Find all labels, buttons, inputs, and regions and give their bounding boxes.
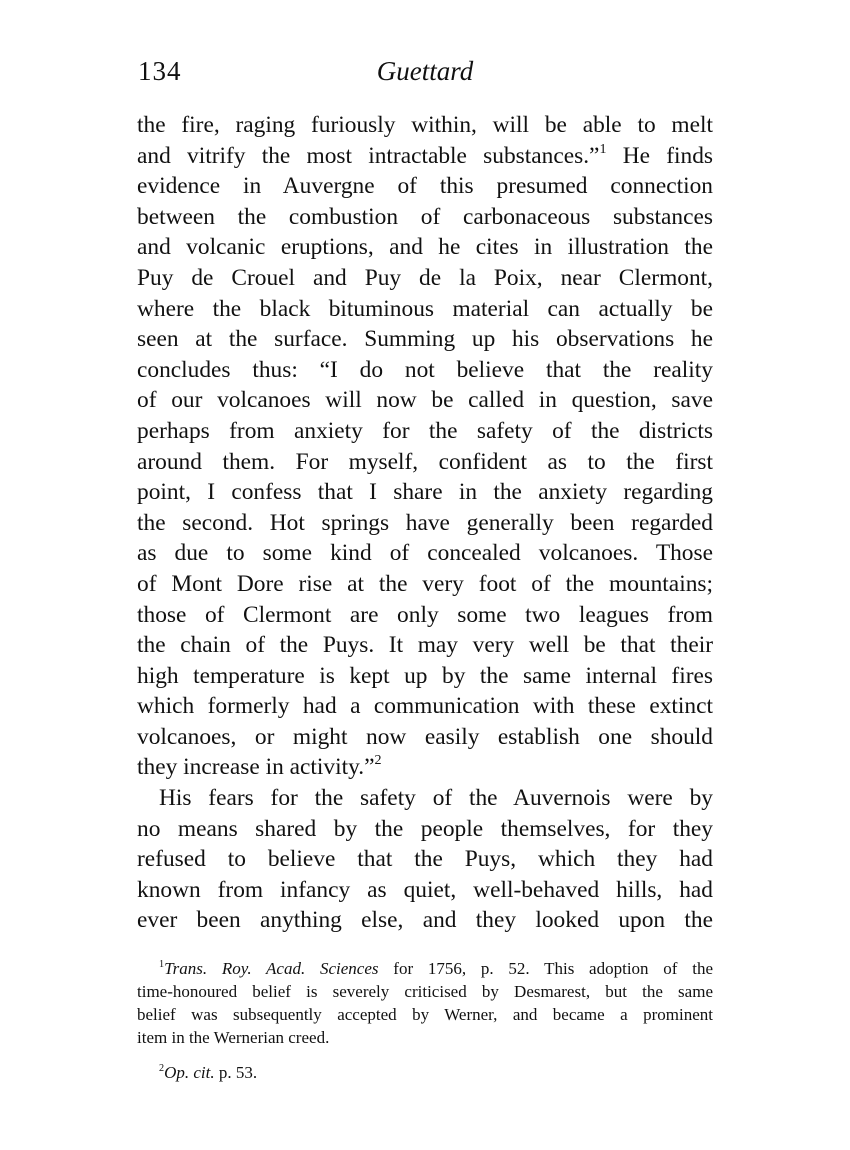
- text-line: Puy de Crouel and Puy de la Poix, near Clermont,: [137, 264, 713, 291]
- footnote-1: $^1$Trans. Roy. Acad. Sciences for 1756, p. 52. This adoption of the time-honoured belief is severely criticised by Desmarest, but the same belief was subsequently accepted by Werner, and became a prominent item in the Wernerian creed.: [137, 958, 714, 1047]
- footnote-ref: 2: [374, 752, 382, 769]
- text-line: ever been anything else, and they looked upon the: [137, 907, 713, 934]
- footnote-line: time-honoured belief is severely criticised by Desmarest, but the same: [137, 982, 713, 1001]
- text-line: evidence in Auvergne of this presumed connection: [137, 173, 713, 200]
- text-line: of Mont Dore rise at the very foot of the mountains;: [137, 570, 713, 597]
- footnote-mark: 2: [159, 1062, 165, 1074]
- text-line: refused to believe that the Puys, which they had: [137, 846, 713, 873]
- footnote-source: Trans. Roy. Acad. Sciences: [164, 959, 379, 978]
- footnote-mark: 1: [159, 958, 165, 970]
- page-number: 134: [138, 56, 182, 86]
- footnote-source: Op. cit.: [164, 1063, 215, 1082]
- text-line: of our volcanoes will now be called in question, save: [137, 387, 713, 414]
- footnotes: [137, 957, 713, 1084]
- text-line: between the combustion of carbonaceous substances: [137, 203, 713, 230]
- text-line: and vitrify the most intractable substances.”$^1$ He finds: [137, 140, 713, 169]
- text-line: those of Clermont are only some two leagues from: [137, 601, 713, 628]
- text-line: the second. Hot springs have generally been regarded: [137, 509, 713, 536]
- text-line: as due to some kind of concealed volcanoes. Those: [137, 540, 713, 567]
- text-line: around them. For myself, confident as to the first: [137, 448, 713, 475]
- text-line: seen at the surface. Summing up his observations he: [137, 326, 713, 353]
- text-line: no means shared by the people themselves, for they: [137, 815, 713, 842]
- footnote-2: $^2$Op. cit. p. 53.: [159, 1062, 258, 1082]
- footnote-line: item in the Wernerian creed.: [137, 1028, 330, 1047]
- text-line: known from infancy as quiet, well-behaved hills, had: [137, 876, 713, 903]
- footnote-ref: 1: [599, 140, 607, 157]
- page-header: [138, 56, 712, 96]
- text-line: which formerly had a communication with these extinct: [137, 693, 713, 720]
- text-line: point, I confess that I share in the anxiety regarding: [137, 479, 713, 506]
- text-line: where the black bituminous material can actually be: [137, 295, 713, 322]
- text-line: they increase in activity.”$^2$: [137, 752, 382, 781]
- body-text: [137, 110, 713, 936]
- text-line: high temperature is kept up by the same internal fires: [137, 662, 713, 689]
- running-head: Guettard: [376, 56, 474, 86]
- text-line: the fire, raging furiously within, will be able to melt: [137, 112, 713, 138]
- text-line: volcanoes, or might now easily establish one should: [137, 723, 713, 750]
- footnote-line: belief was subsequently accepted by Werner, and became a prominent: [137, 1005, 713, 1024]
- text-line: concludes thus: “I do not believe that the reality: [137, 356, 713, 383]
- text-line: perhaps from anxiety for the safety of the districts: [137, 417, 713, 444]
- text-line: the chain of the Puys. It may very well be that their: [137, 632, 713, 659]
- text-line: and volcanic eruptions, and he cites in illustration the: [137, 234, 713, 261]
- paragraph-start-line: His fears for the safety of the Auvernois were by: [159, 785, 713, 812]
